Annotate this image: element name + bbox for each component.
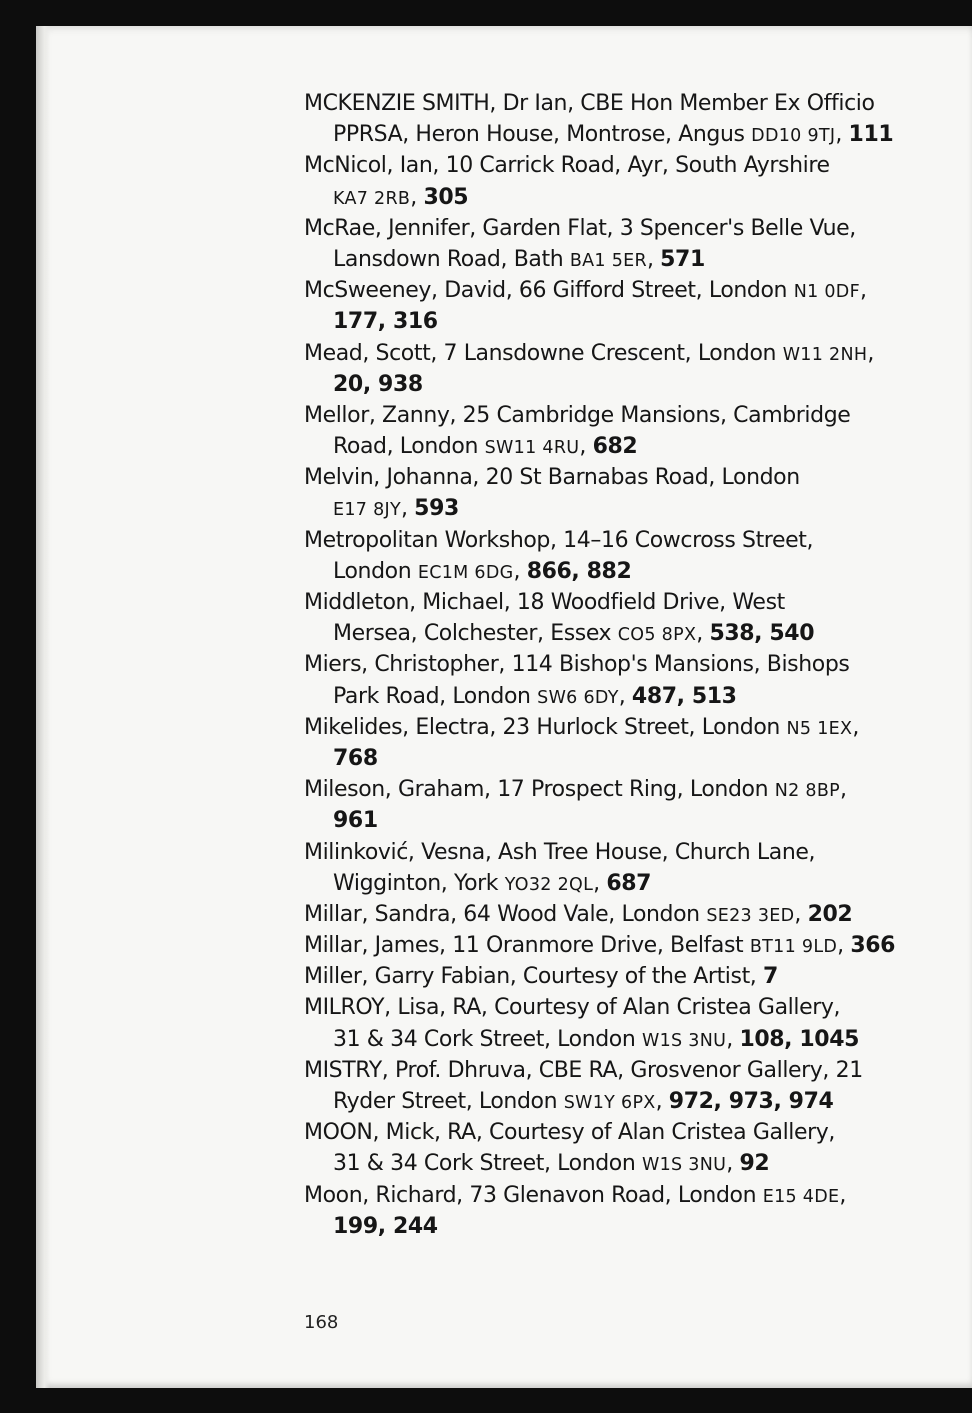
entry-line (304, 275, 924, 306)
postcode: SE23 3ED (706, 905, 795, 926)
entry-text: MCKENZIE SMITH, Dr Ian, CBE Hon Member Ex Officio (304, 91, 875, 116)
entry-text: McRae, Jennifer, Garden Flat, 3 Spencer's Belle Vue, (304, 215, 856, 241)
catalogue-numbers: 7 (762, 964, 778, 990)
entry-text: , (593, 870, 607, 896)
index-entry (304, 525, 924, 587)
postcode: E15 4DE (762, 1186, 840, 1207)
entry-line (304, 213, 924, 244)
catalogue-numbers: 177, 316 (333, 309, 438, 335)
entry-text: , (400, 496, 415, 522)
entry-text: Mikelides, Electra, 23 Hurlock Street, London (304, 714, 787, 740)
entry-text: Moon, Richard, 73 Glenavon Road, London (304, 1182, 763, 1208)
catalogue-numbers: 20, 938 (333, 371, 423, 397)
catalogue-numbers: 305 (423, 184, 469, 210)
catalogue-numbers: 961 (333, 808, 378, 834)
entry-text: , (646, 246, 661, 272)
entry-text: 31 & 34 Cork Street, London (333, 1151, 642, 1177)
postcode: CO5 8PX (617, 625, 697, 646)
entry-text: Millar, Sandra, 64 Wood Vale, London (304, 901, 707, 927)
entry-text: , (839, 1182, 846, 1208)
entry-text: McNicol, Ian, 10 Carrick Road, Ayr, South Ayrshire (304, 153, 830, 179)
catalogue-numbers: 768 (333, 745, 378, 771)
entry-continuation-line (304, 681, 924, 712)
entry-continuation-line (304, 1211, 924, 1242)
entry-line (304, 587, 924, 618)
catalogue-numbers: 366 (850, 933, 896, 959)
entry-text: , (835, 122, 849, 148)
entry-continuation-line (304, 182, 924, 213)
entry-text: , (839, 777, 847, 803)
postcode: SW6 6DY (537, 687, 619, 708)
entry-continuation-line (304, 1024, 924, 1055)
entry-text: Park Road, London (333, 683, 538, 709)
catalogue-numbers: 538, 540 (709, 621, 815, 647)
postcode: W1S 3NU (642, 1030, 727, 1051)
index-entry (304, 961, 924, 992)
index-entry (304, 338, 924, 400)
entry-continuation-line (304, 369, 924, 400)
entry-text: , (579, 434, 593, 460)
entry-text: , (726, 1026, 740, 1052)
entry-text: Milinković, Vesna, Ash Tree House, Church Lane, (304, 839, 816, 865)
entry-text: , (726, 1151, 740, 1177)
index-entry (304, 213, 924, 275)
entry-text: , (696, 621, 710, 647)
entry-continuation-line (304, 1148, 924, 1179)
catalogue-numbers: 202 (807, 901, 853, 927)
index-entry (304, 1180, 924, 1242)
entry-line (304, 400, 924, 431)
catalogue-numbers: 682 (592, 434, 638, 460)
postcode: W11 2NH (782, 344, 868, 365)
entry-text: Mead, Scott, 7 Lansdowne Crescent, London (304, 340, 783, 366)
entry-continuation-line (304, 244, 924, 275)
entry-text: Miller, Garry Fabian, Courtesy of the Artist, (304, 964, 763, 990)
entry-text: , (655, 1089, 669, 1114)
entry-text: 31 & 34 Cork Street, London (333, 1026, 642, 1052)
postcode: KA7 2RB (333, 188, 411, 209)
entry-text: MISTRY, Prof. Dhruva, CBE RA, Grosvenor Gallery, 21 (304, 1057, 863, 1083)
page-number: 168 (304, 1312, 339, 1333)
page-binding-shadow (36, 26, 50, 1388)
catalogue-numbers: 199, 244 (333, 1213, 438, 1239)
entry-line (304, 338, 924, 369)
entry-line (304, 88, 924, 119)
entry-text: Wigginton, York (333, 870, 505, 896)
catalogue-numbers: 593 (414, 496, 459, 522)
index-entry (304, 774, 924, 836)
entry-line (304, 525, 924, 556)
entry-continuation-line (304, 431, 924, 462)
index-entry (304, 150, 924, 212)
entry-text: MILROY, Lisa, RA, Courtesy of Alan Cristea Gallery, (304, 995, 841, 1021)
entry-text: Lansdown Road, Bath (333, 246, 570, 272)
index-entry (304, 1117, 924, 1179)
postcode: BA1 5ER (569, 250, 647, 271)
postcode: N2 8BP (774, 781, 840, 802)
entry-text: Metropolitan Workshop, 14–16 Cowcross Street, (304, 527, 814, 553)
postcode: N1 0DF (793, 282, 860, 303)
index-entries (304, 88, 924, 1242)
entry-line (304, 774, 924, 805)
entry-continuation-line (304, 119, 924, 150)
entry-line (304, 1180, 924, 1211)
postcode: W1S 3NU (642, 1155, 727, 1176)
postcode: YO32 2QL (504, 874, 594, 895)
index-entry (304, 587, 924, 649)
catalogue-numbers: 972, 973, 974 (668, 1089, 834, 1114)
index-entry (304, 837, 924, 899)
entry-continuation-line (304, 618, 924, 649)
entry-continuation-line (304, 556, 924, 587)
entry-text: , (410, 184, 424, 210)
entry-line (304, 712, 924, 743)
catalogue-numbers: 571 (660, 246, 705, 272)
entry-continuation-line (304, 306, 924, 337)
catalogue-numbers: 487, 513 (631, 683, 737, 709)
entry-line (304, 649, 924, 680)
postcode: DD10 9TJ (751, 126, 836, 147)
entry-text: Mellor, Zanny, 25 Cambridge Mansions, Cambridge (304, 402, 851, 428)
entry-text: Middleton, Michael, 18 Woodfield Drive, West (304, 590, 785, 615)
catalogue-numbers: 92 (739, 1151, 770, 1177)
entry-text: , (859, 278, 867, 304)
catalogue-numbers: 108, 1045 (739, 1026, 860, 1052)
entry-line (304, 462, 924, 493)
index-entry (304, 712, 924, 774)
entry-text: Road, London (333, 434, 485, 460)
entry-line (304, 1117, 924, 1148)
index-entry (304, 88, 924, 150)
postcode: EC1M 6DG (417, 562, 514, 583)
entry-line (304, 961, 924, 992)
index-entry (304, 930, 924, 961)
entry-text: MOON, Mick, RA, Courtesy of Alan Cristea Gallery, (304, 1120, 835, 1146)
index-entry (304, 1055, 924, 1117)
entry-continuation-line (304, 743, 924, 774)
entry-line (304, 150, 924, 181)
entry-line (304, 1055, 924, 1086)
postcode: SW11 4RU (484, 438, 580, 459)
postcode: E17 8JY (333, 500, 401, 521)
entry-continuation-line (304, 805, 924, 836)
postcode: N5 1EX (786, 718, 853, 739)
index-entry (304, 992, 924, 1054)
entry-text: Mileson, Graham, 17 Prospect Ring, London (304, 777, 775, 803)
entry-line (304, 837, 924, 868)
entry-text: Mersea, Colchester, Essex (333, 621, 618, 647)
entry-text: Ryder Street, London (333, 1089, 564, 1114)
index-entry (304, 462, 924, 524)
entry-continuation-line (304, 493, 924, 524)
entry-line (304, 899, 924, 930)
index-entry (304, 899, 924, 930)
index-entry (304, 400, 924, 462)
postcode: SW1Y 6PX (563, 1093, 656, 1113)
entry-line (304, 930, 924, 961)
catalogue-numbers: 111 (848, 122, 894, 148)
entry-line (304, 992, 924, 1023)
index-entry (304, 649, 924, 711)
catalogue-numbers: 866, 882 (526, 558, 632, 584)
entry-text: McSweeney, David, 66 Gifford Street, London (304, 278, 794, 304)
catalogue-numbers: 687 (606, 870, 652, 896)
entry-continuation-line (304, 1086, 924, 1117)
entry-text: , (618, 683, 632, 709)
postcode: BT11 9LD (749, 937, 838, 958)
entry-text: Millar, James, 11 Oranmore Drive, Belfast (304, 933, 750, 959)
entry-text: , (837, 933, 851, 959)
entry-text: PPRSA, Heron House, Montrose, Angus (333, 122, 752, 148)
entry-text: , (794, 901, 808, 927)
entry-text: , (867, 340, 874, 366)
entry-text: Melvin, Johanna, 20 St Barnabas Road, London (304, 465, 800, 491)
entry-text: London (333, 558, 418, 584)
index-entry (304, 275, 924, 337)
entry-text: , (513, 558, 527, 584)
entry-continuation-line (304, 868, 924, 899)
entry-text: , (852, 714, 859, 740)
entry-text: Miers, Christopher, 114 Bishop's Mansions, Bishops (304, 652, 850, 678)
